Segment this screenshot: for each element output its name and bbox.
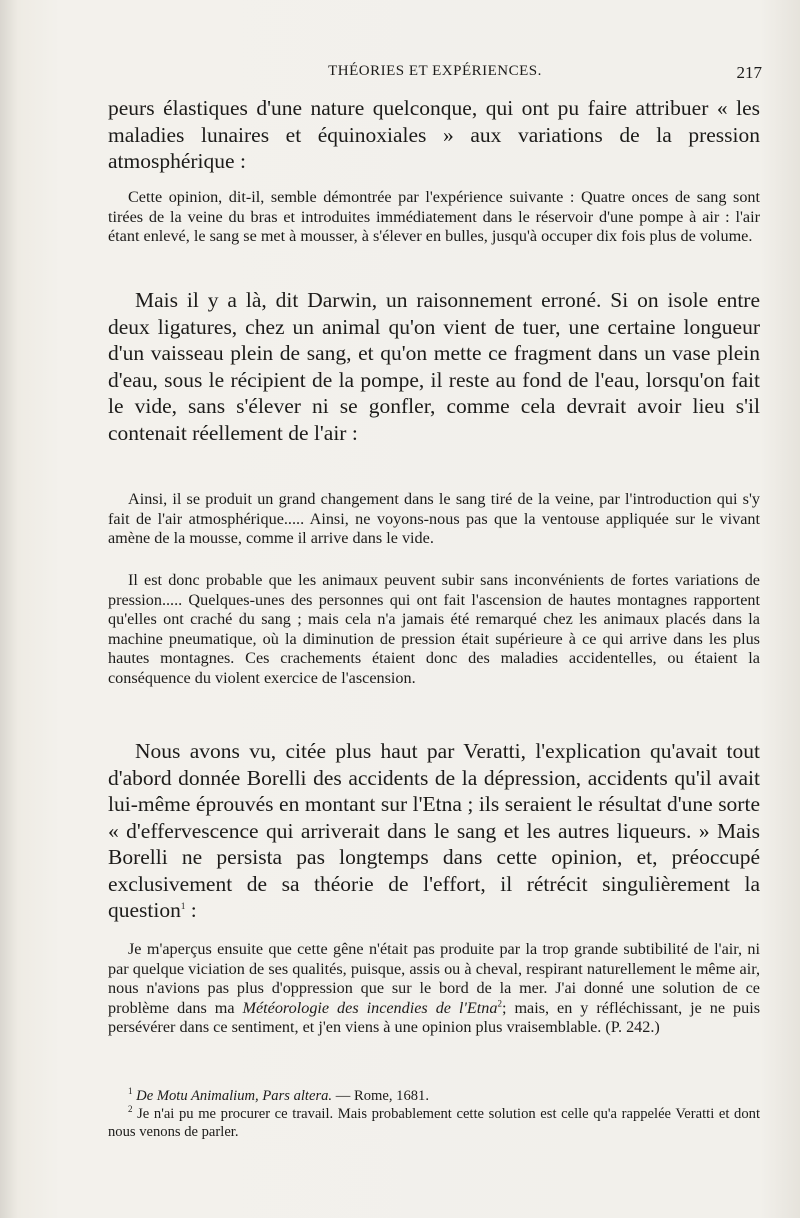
footnotes bbox=[108, 1087, 760, 1141]
footnote-2-text: Je n'ai pu me procurer ce travail. Mais probablement cette solution est celle qu'a rappelée Veratti et dont nous venons de parler. bbox=[108, 1106, 760, 1140]
quotation-3-title: Météorologie des incendies de l'Etna bbox=[242, 998, 498, 1017]
footnote-1 bbox=[108, 1087, 760, 1105]
footnote-ref-2: 2 bbox=[497, 998, 502, 1009]
running-title: THÉORIES ET EXPÉRIENCES. bbox=[328, 63, 542, 79]
paragraph-3 bbox=[108, 738, 760, 924]
quotation-3 bbox=[108, 940, 760, 1038]
footnote-1-title: De Motu Animalium, Pars altera. bbox=[136, 1088, 333, 1104]
quotation-2a: Ainsi, il se produit un grand changement dans le sang tiré de la veine, par l'introduction qui s'y fait de l'air atmosphérique..... Ainsi, ne voyons-nous pas que la ventouse appliquée sur le vivant amène de la mousse, comme il arrive dans le vide. bbox=[108, 490, 760, 548]
footnote-1-mark: 1 bbox=[128, 1086, 133, 1097]
quotation-3-text-b: ; mais, en y réfléchissant, je ne puis persévérer dans ce sentiment, et j'en viens à une opinion plus vraisemblable. (P. 242.) bbox=[108, 998, 761, 1037]
page-number: 217 bbox=[736, 63, 762, 82]
paragraph-1: peurs élastiques d'une nature quelconque, qui ont pu faire attribuer « les maladies lunaires et équinoxiales » aux variations de la pression atmosphérique : bbox=[108, 96, 760, 173]
footnote-1-text: — Rome, 1681. bbox=[332, 1088, 429, 1104]
quotation-3-text-a: Je m'aperçus ensuite que cette gêne n'était pas produite par la trop grande subtibilité de l'air, ni par quelque viciation de ses qualités, puisque, assis ou à cheval, respirant naturellement le même air, nous n'avions pas plus d'oppression que sur le bord de la mer. J'ai donné une solution de ce problème dans ma bbox=[108, 940, 760, 1017]
paragraph-3-text: Nous avons vu, citée plus haut par Veratti, l'explication qu'avait tout d'abord donnée Borelli des accidents de la dépression, accidents qu'il avait lui-même éprouvés en montant sur l'Etna ; ils seraient le résultat d'une sorte « d'effervescence qui arriverait dans le sang et les autres liqueurs. » Mais Borelli ne persista pas longtemps dans cette opinion, et, préoccupé exclusivement de sa théorie de l'effort, il rétrécit singulièrement la question bbox=[108, 739, 760, 922]
paragraph-2: Mais il y a là, dit Darwin, un raisonnement erroné. Si on isole entre deux ligatures, chez un animal qu'on vient de tuer, une certaine longueur d'un vaisseau plein de sang, et qu'on mette ce fragment dans un vase plein d'eau, sous le récipient de la pompe, il reste au fond de l'eau, lorsqu'on fait le vide, sans s'élever ni se gonfler, comme cela devrait avoir lieu s'il contenait réellement de l'air : bbox=[108, 288, 760, 445]
footnote-ref-1: 1 bbox=[180, 900, 186, 911]
page-header bbox=[108, 63, 762, 85]
quotation-2b: Il est donc probable que les animaux peuvent subir sans inconvénients de fortes variations de pression..... Quelques-unes des personnes qui ont fait l'ascension de hautes montagnes rapportent qu'elles ont craché du sang ; mais cela n'a jamais été remarqué chez les animaux placés dans la machine pneumatique, où la diminution de pression était supérieure à ce qui arrive dans les plus hautes montagnes. Ces crachements étaient donc des maladies accidentelles, ou étaient la conséquence du violent exercice de l'ascension. bbox=[108, 571, 760, 687]
footnote-2-mark: 2 bbox=[128, 1104, 133, 1115]
footnote-2 bbox=[108, 1105, 760, 1141]
quotation-1: Cette opinion, dit-il, semble démontrée par l'expérience suivante : Quatre onces de sang sont tirées de la veine du bras et introduites immédiatement dans le réservoir d'une pompe à air : l'air étant enlevé, le sang se met à mousser, à s'élever en bulles, jusqu'à occuper dix fois plus de volume. bbox=[108, 188, 760, 246]
paragraph-3-end: : bbox=[185, 898, 197, 922]
